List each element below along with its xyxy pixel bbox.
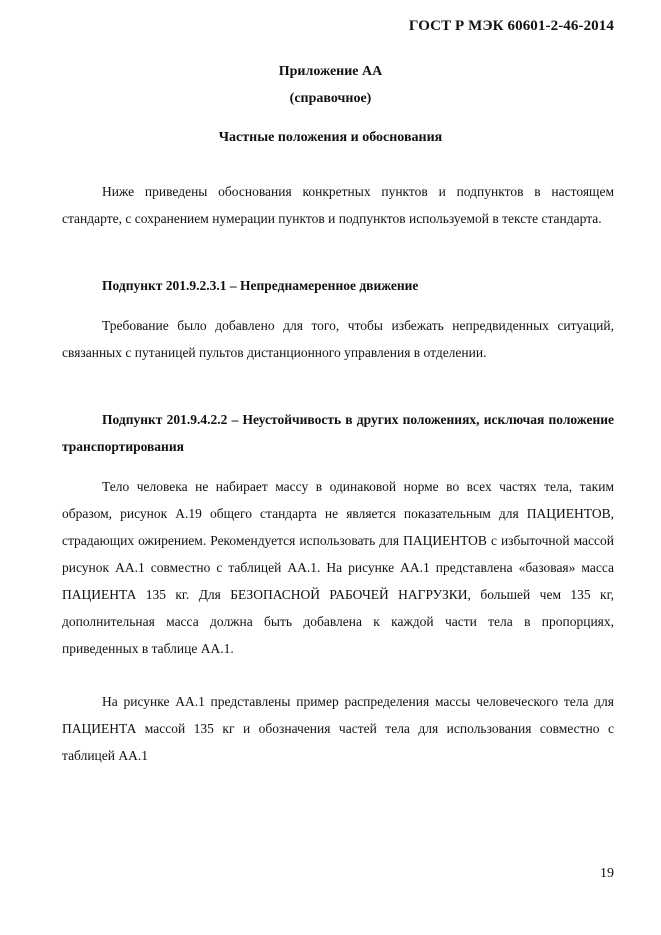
page-number: 19 (600, 866, 614, 881)
intro-paragraph-block (62, 178, 614, 232)
subclause-heading-1: Подпункт 201.9.2.3.1 – Непреднамеренное движение (102, 278, 419, 293)
paragraph-2-block (62, 473, 614, 662)
paragraph-1: Требование было добавлено для того, чтобы избежать непредвиденных ситуаций, связанных с путаницей пультов дистанционного управления в отделении. (62, 318, 614, 360)
paragraph-3: На рисунке АА.1 представлены пример распределения массы человеческого тела для ПАЦИЕНТА массой 135 кг и обозначения частей тела для использования совместно с таблицей АА.1 (62, 694, 614, 763)
section-title: Частные положения и обоснования (218, 130, 443, 145)
intro-paragraph: Ниже приведены обоснования конкретных пунктов и подпунктов в настоящем стандарте, с сохранением нумерации пунктов и подпунктов используемой в тексте стандарта. (62, 184, 614, 226)
paragraph-1-block (62, 312, 614, 366)
paragraph-3-block (62, 688, 614, 769)
appendix-title: Приложение АА (278, 64, 383, 79)
subclause-heading-2: Подпункт 201.9.4.2.2 – Неустойчивость в других положениях, исключая положение транспортирования (62, 412, 614, 454)
appendix-type: (справочное) (289, 91, 372, 106)
document-code: ГОСТ Р МЭК 60601-2-46-2014 (408, 18, 614, 34)
paragraph-2: Тело человека не набирает массу в одинаковой норме во всех частях тела, таким образом, рисунок А.19 общего стандарта не является показательным для ПАЦИЕНТОВ, страдающих ожирением. Рекомендуется использовать для ПАЦИЕНТОВ с избыточной массой рисунок АА.1 совместно с таблицей АА.1. На рисунке АА.1 представлена «базовая» масса ПАЦИЕНТА 135 кг. Для БЕЗОПАСНОЙ РАБОЧЕЙ НАГРУЗКИ, большей чем 135 кг, дополнительная масса должна быть добавлена к каждой части тела в пропорциях, приведенных в таблице АА.1. (62, 479, 614, 656)
